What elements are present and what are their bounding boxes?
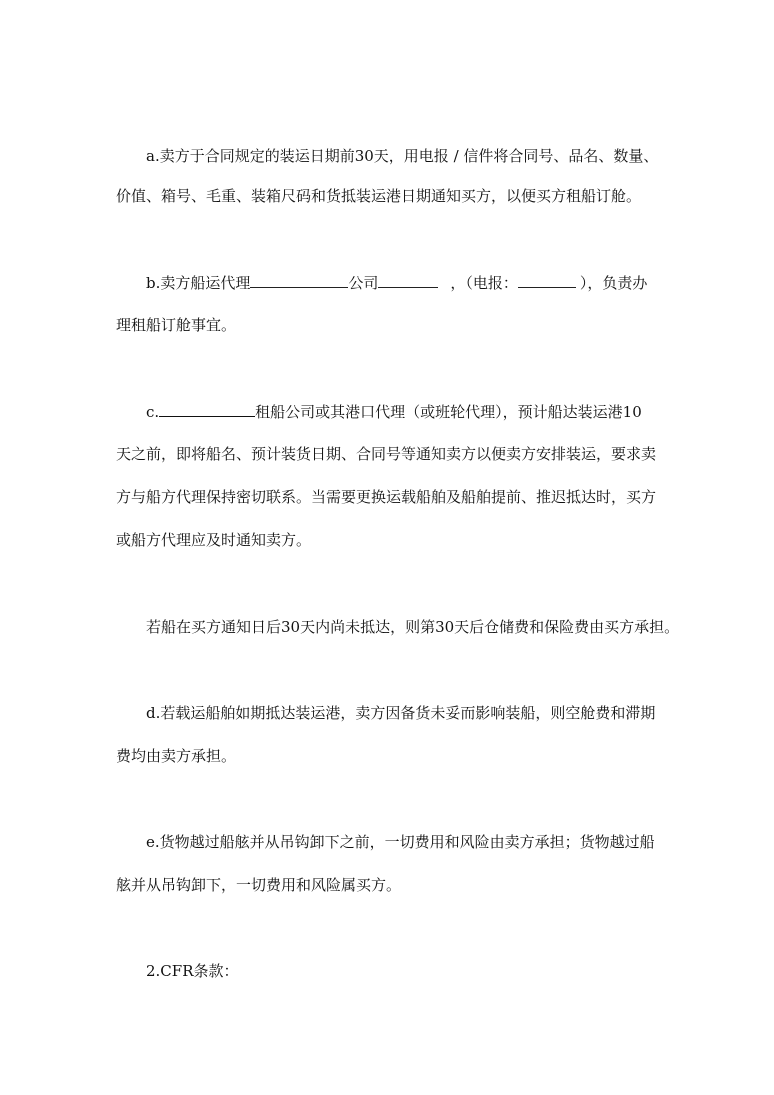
paragraph-b-suffix: ），负责办	[579, 274, 648, 292]
paragraph-d-line-1: d.若载运船舶如期抵达装运港，卖方因备货未妥而影响装船，则空舱费和滞期	[146, 704, 656, 722]
paragraph-c-line-1	[146, 400, 642, 423]
paragraph-d-line-2: 费均由卖方承担。	[116, 747, 237, 765]
paragraph-c-line-2: 天之前，即将船名、预计装货日期、合同号等通知卖方以便卖方安排装运，要求卖	[116, 445, 657, 463]
paragraph-b-line-1	[146, 271, 647, 294]
paragraph-b-prefix: b.卖方船运代理	[146, 274, 251, 292]
telegram-blank	[518, 271, 576, 288]
paragraph-note-line-1: 若船在买方通知日后30天内尚未抵达，则第30天后仓储费和保险费由买方承担。	[146, 618, 680, 636]
agent-name-blank	[250, 271, 348, 288]
paragraph-e-line-2: 舷并从吊钩卸下，一切费用和风险属买方。	[116, 876, 402, 894]
paragraph-c-line-3: 方与船方代理保持密切联系。当需要更换运载船舶及船舶提前、推迟抵达时，买方	[116, 488, 657, 506]
paragraph-b-line-2: 理租船订舱事宜。	[116, 316, 237, 334]
paragraph-e-line-1: e.货物越过船舷并从吊钩卸下之前，一切费用和风险由卖方承担；货物越过船	[146, 833, 655, 851]
paragraph-b-telegram-label: ，（电报：	[450, 274, 518, 292]
paragraph-c-prefix: c.	[146, 403, 160, 421]
section-heading-cfr: 2.CFR条款：	[146, 962, 239, 980]
paragraph-a-line-1: a.卖方于合同规定的装运日期前30天，用电报 / 信件将合同号、品名、数量、	[146, 147, 659, 165]
paragraph-b-company-label: 公司	[348, 274, 379, 292]
paragraph-c-line-1-rest: 租船公司或其港口代理（或班轮代理），预计船达装运港10	[255, 403, 642, 421]
paragraph-c-line-4: 或船方代理应及时通知卖方。	[116, 531, 312, 549]
paragraph-a-line-2: 价值、箱号、毛重、装箱尺码和货抵装运港日期通知买方，以便买方租船订舱。	[116, 187, 642, 205]
charter-company-blank	[159, 400, 255, 417]
company-blank	[378, 271, 438, 288]
